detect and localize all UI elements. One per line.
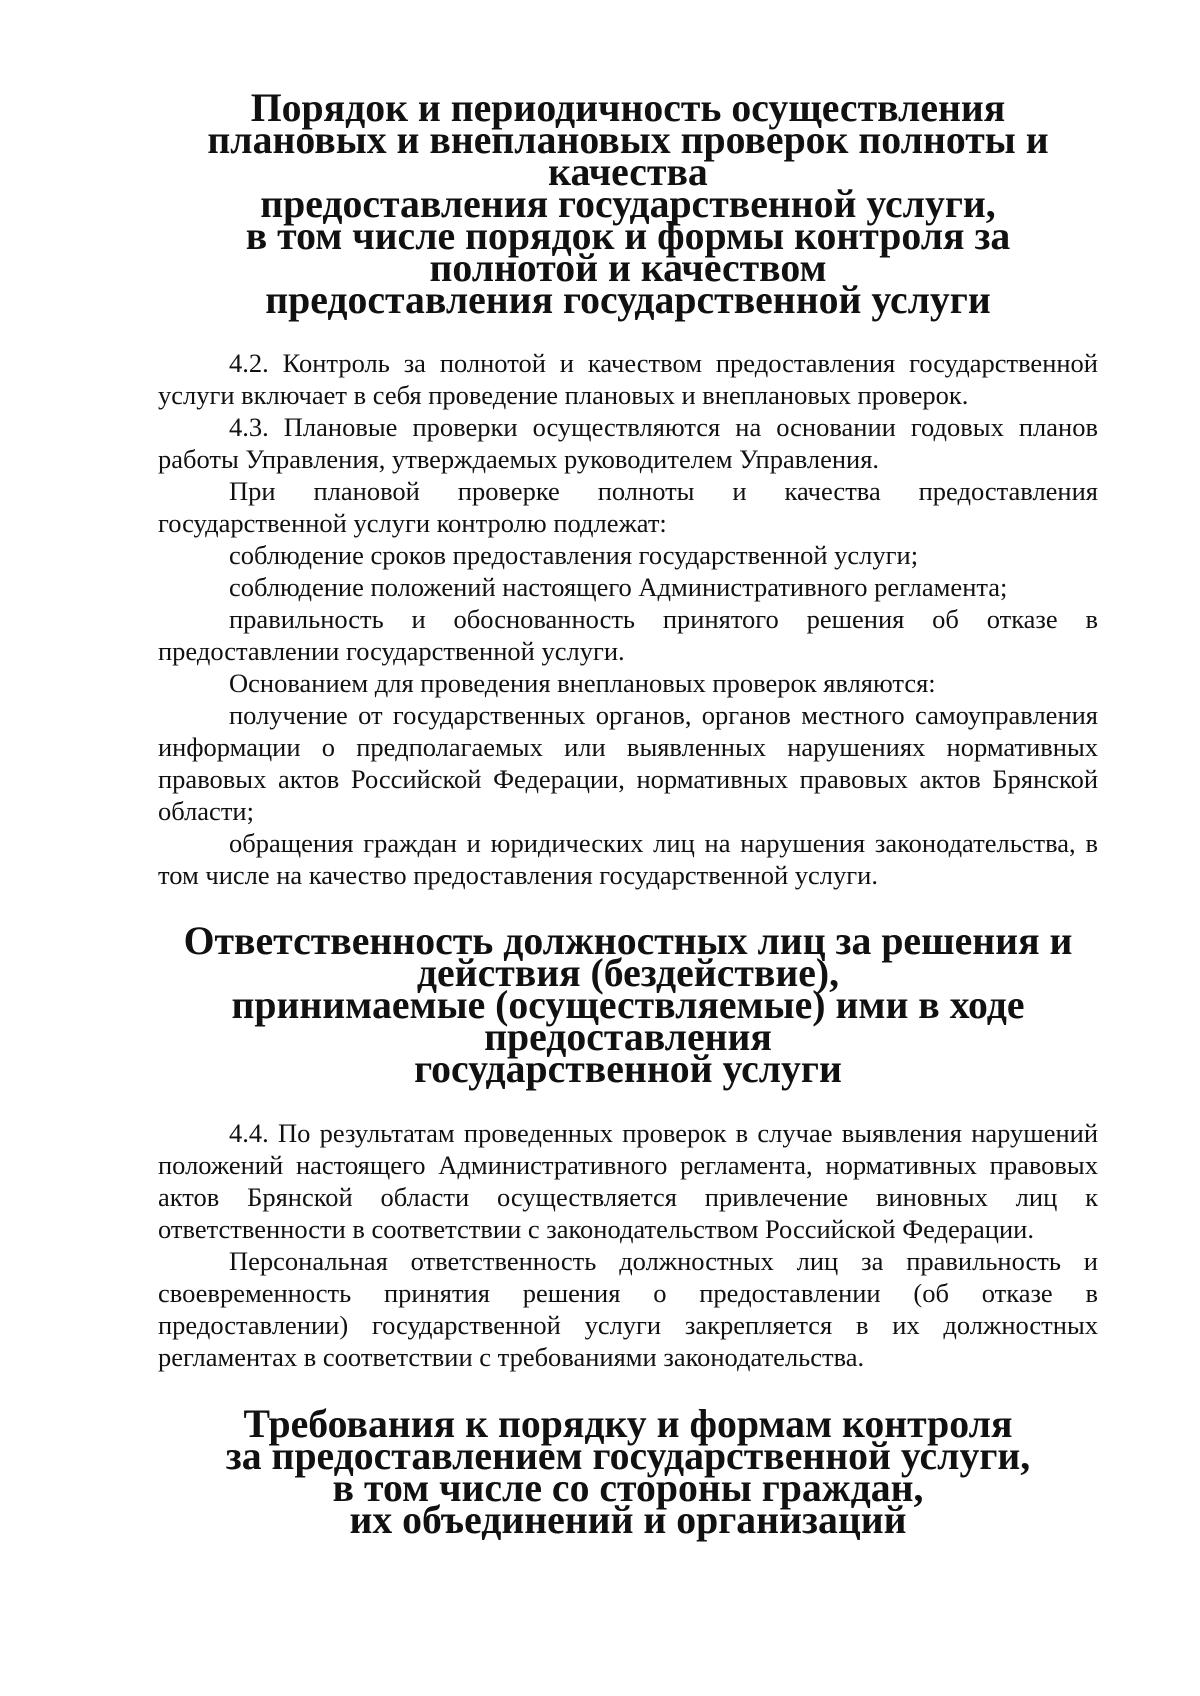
heading-line: принимаемые (осуществляемые) ими в ходе предоставления — [231, 983, 1025, 1059]
paragraph: получение от государственных органов, органов местного самоуправления информации о предполагаемых или выявленных нарушениях нормативных правовых актов Российской Федерации, нормативных правовых актов Брянской области; — [158, 700, 1098, 826]
paragraph: Основанием для проведения внеплановых проверок являются: — [229, 668, 936, 698]
paragraph: обращения граждан и юридических лиц на нарушения законодательства, в том числе на качество предоставления государственной услуги. — [158, 828, 1098, 890]
section-responsibility — [158, 919, 1098, 1373]
heading-line: предоставления государственной услуги, — [260, 182, 996, 226]
heading-line: Порядок и периодичность осуществления — [250, 86, 1006, 130]
paragraph: правильность и обоснованность принятого решения об отказе в предоставлении государственной услуги. — [158, 604, 1098, 666]
section-heading — [158, 919, 1098, 1091]
heading-line: их объединений и организаций — [349, 1498, 907, 1542]
paragraph: 4.3. Плановые проверки осуществляются на основании годовых планов работы Управления, утверждаемых руководителем Управления. — [158, 412, 1098, 474]
paragraph: соблюдение сроков предоставления государственной услуги; — [229, 540, 919, 570]
heading-line: в том числе со стороны граждан, — [332, 1466, 924, 1510]
paragraph: соблюдение положений настоящего Административного регламента; — [229, 572, 1008, 602]
paragraph: При плановой проверке полноты и качества предоставления государственной услуги контролю подлежат: — [158, 476, 1098, 538]
document-page — [158, 86, 1098, 1542]
section-heading — [158, 1402, 1098, 1542]
paragraph: 4.4. По результатам проведенных проверок в случае выявления нарушений положений настоящего Административного регламента, нормативных правовых актов Брянской области осуществляется привлечение виновных лиц к ответственности в соответствии с законодательством Российской Федерации. — [158, 1118, 1098, 1244]
paragraph: Персональная ответственность должностных лиц за правильность и своевременность принятия решения о предоставлении (об отказе в предоставлении) государственной услуги закрепляется в их должностных регламентах в соответствии с требованиями законодательства. — [158, 1246, 1098, 1372]
heading-line: плановых и внеплановых проверок полноты и качества — [207, 118, 1049, 194]
section-heading — [158, 86, 1098, 322]
heading-line: Требования к порядку и формам контроля — [243, 1402, 1013, 1446]
heading-line: предоставления государственной услуги — [265, 278, 991, 322]
heading-line: Ответственность должностных лиц за решения и действия (бездействие), — [183, 919, 1073, 995]
heading-line: за предоставлением государственной услуги, — [225, 1434, 1031, 1478]
section-inspections — [158, 86, 1098, 891]
paragraph: 4.2. Контроль за полнотой и качеством предоставления государственной услуги включает в себя проведение плановых и внеплановых проверок. — [158, 348, 1098, 410]
heading-line: государственной услуги — [414, 1047, 842, 1091]
heading-line: в том числе порядок и формы контроля за полнотой и качеством — [245, 214, 1011, 290]
section-control-requirements — [158, 1402, 1098, 1542]
